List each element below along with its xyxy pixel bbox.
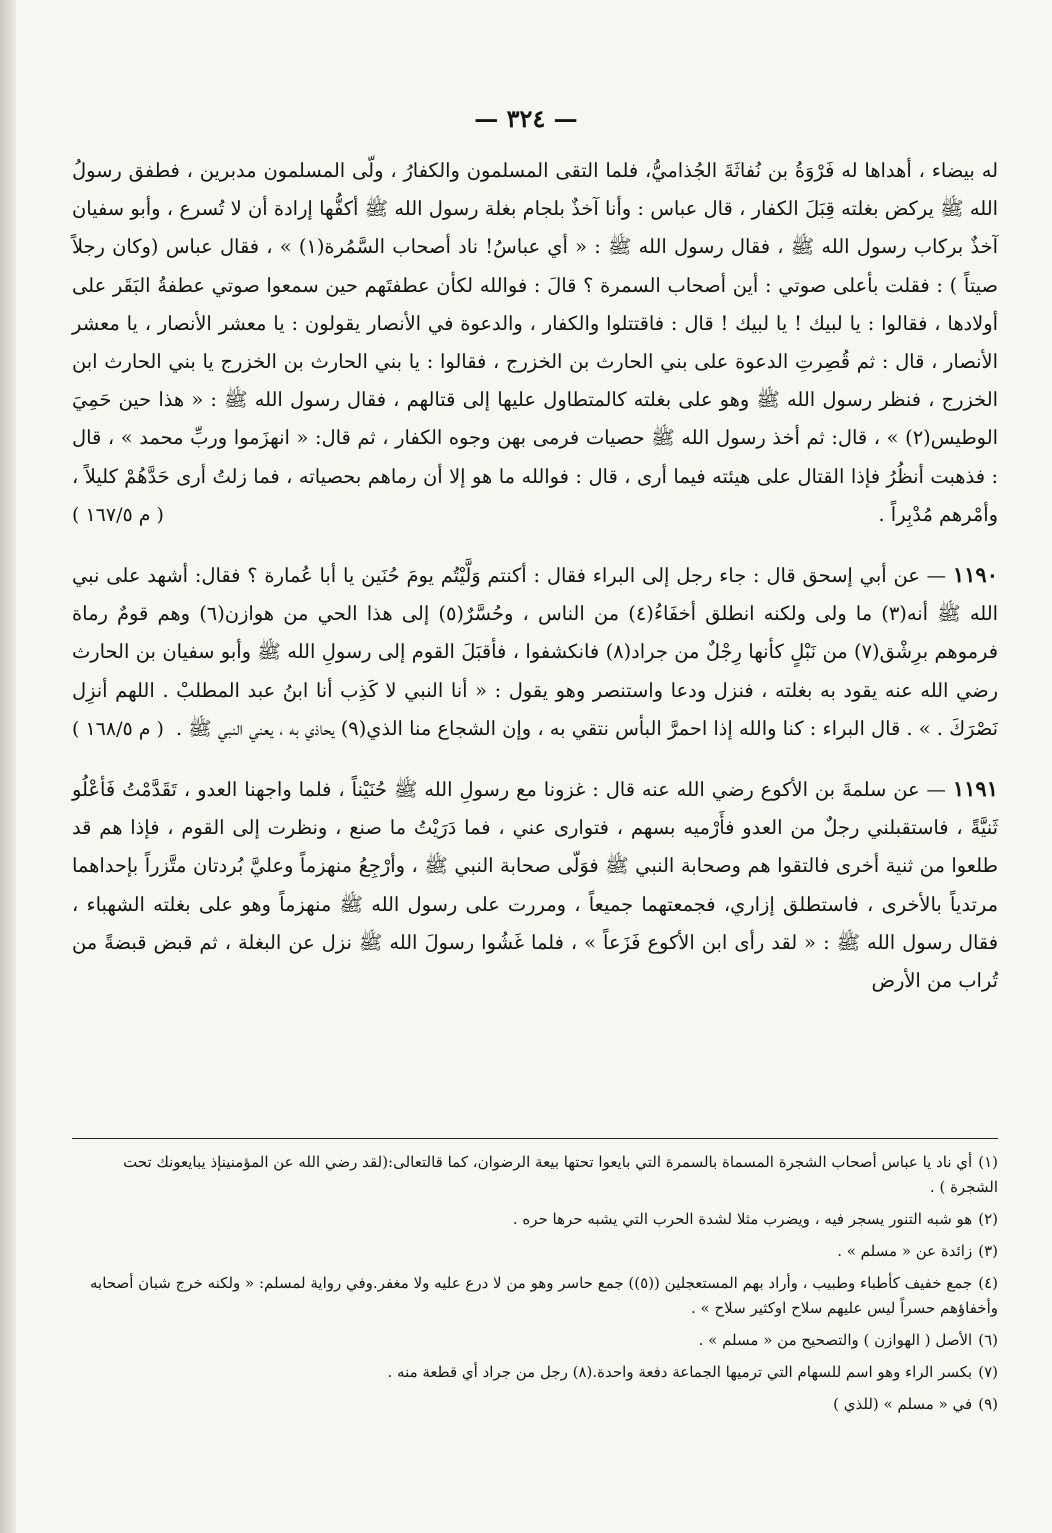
footnote-text: جمع خفيف كأطباء وطبيب ، وأراد بهم المستعجلين ((٥)) جمع حاسر وهو من لا درع عليه ولا مغفر.وفي رواية لمسلم: « ولكنه خرج شبان أصحابه وأخفاؤهم حسراً ليس عليهم سلاح اوكثير سلاح » . <box>90 1274 998 1317</box>
footnotes <box>72 1150 998 1424</box>
footnote-number: (٧) <box>978 1363 998 1381</box>
page-binding-edge <box>0 0 16 1533</box>
footnote-text: أي ناد يا عباس أصحاب الشجرة المسماة بالسمرة التي بايعوا تحتها بيعة الرضوان، كما قالتعالى:(لقد رضي الله عن المؤمنينإذ يبايعونك تحت الشجرة ) . <box>123 1153 998 1196</box>
footnote-number: (٦) <box>978 1331 998 1349</box>
paragraph-text: — عن سلمةَ بن الأكوع رضي الله عنه قال : غزونا مع رسولِ الله ﷺ حُنَيْناً ، فلما واجهنا العدو ، تَقَدَّمْتُ فَأعْلُو ثَنيَّةً ، فاستقبلني رجلٌ من العدو فأَرْميه بسهم ، فتوارى عني ، فما دَرَيْتُ ما صنع ، ونظرت إلى القوم ، فإذا هم قد طلعوا من ثنية أخرى فالتقوا هم وصحابة النبي ﷺ فوَلّى صحابة النبي ﷺ ، وأرْجِعُ منهزماً وعليَّ بُردتان متَّزراً بإحداهما مرتدياً بالأخرى ، فاستطلق إزاري، فجمعتهما جميعاً ، ومررت على رسول الله ﷺ منهزماً وهو على بغلته الشهباء ، فقال رسول الله ﷺ : « لقد رأى ابن الأكوع فَزَعاً » ، فلما غَشُوا رسولَ الله ﷺ نزل عن البغلة ، ثم قبض قبضةً من تُراب من الأرض <box>72 778 998 993</box>
paragraph-continuation <box>72 152 998 534</box>
footnote <box>72 1150 998 1200</box>
footnote-number: (٤) <box>978 1274 998 1292</box>
hadith-number: ١١٩١ <box>952 776 998 802</box>
main-text <box>72 152 998 1000</box>
footnote <box>72 1207 998 1232</box>
footnote-number: (٩) <box>978 1395 998 1413</box>
footnote-text: بكسر الراء وهو اسم للسهام التي ترميها الجماعة دفعة واحدة.(٨) رجل من جراد أي قطعة منه . <box>387 1363 973 1381</box>
footnote-number: (٢) <box>978 1210 998 1228</box>
hadith-paragraph <box>72 556 998 748</box>
footnote <box>72 1392 998 1417</box>
hadith-number: ١١٩٠ <box>952 562 998 588</box>
paragraph-text: — عن أبي إسحق قال : جاء رجل إلى البراء فقال : أكنتم وَلَّيْتُم يومَ حُنَين يا أبا عُمارة ؟ فقال: أشهد على نبي الله ﷺ أنه(٣) ما ولى ولكنه انطلق أخفَاءُ(٤) من الناس ، وحُسَّرٌ(٥) إلى هذا الحي من هوازن(٦) وهم قومٌ رماة فرموهم برِشْق(٧) من نَبْلٍ كأنها رِجْلٌ من جراد(٨) فانكشفوا ، فأقبَلَ القوم إلى رسولِ الله ﷺ وأبو سفيان بن الحارث رضي الله عنه يقود به بغلته ، فنزل ودعا واستنصر وهو يقول : « أنا النبي لا كَذِب أنا ابنُ عبد المطلبْ . اللهم أنزِل نَصْرَكَ . » . قال البراء : كنا والله إذا احمرَّ البأس نتقي به ، وإن الشجاع منا الذي(٩) يحاذي به ، يعني النبي ﷺ . <box>72 564 999 740</box>
footnote-text: هو شبه التنور يسجر فيه ، ويضرب مثلا لشدة الحرب التي يشبه حرها حره . <box>512 1210 973 1228</box>
hadith-paragraph <box>72 770 998 1000</box>
footnote-divider <box>72 1138 998 1139</box>
footnote-number: (١) <box>978 1153 998 1171</box>
footnote-text: الأصل ( الهوازن ) والتصحيح من « مسلم » . <box>698 1331 973 1349</box>
source-reference: ( م ١٦٨/٥ ) <box>72 717 164 740</box>
footnote-number: (٣) <box>978 1242 998 1260</box>
footnote <box>72 1328 998 1353</box>
paragraph-text: له بيضاء ، أهداها له فَرْوَةُ بن نُفاثَةَ الجُذاميُّ، فلما التقى المسلمون والكفارُ ، ولّى المسلمون مدبرين ، فطفق رسولُ الله ﷺ يركض بغلته قِبَلَ الكفار ، قال عباس : وأنا آخذٌ بلجام بغلة رسول الله ﷺ أكفُّها إرادة أن لا تُسرع ، وأبو سفيان آخذٌ بركاب رسول الله ﷺ ، فقال رسول الله ﷺ : « أي عباسُ! ناد أصحاب السَّمُرة(١) » ، فقال عباس (وكان رجلاً صيتاً ) : فقلت بأعلى صوتي : أين أصحاب السمرة ؟ قالَ : فوالله لكأن عطفتَهم حين سمعوا صوتي عطفةُ البَقَر على أولادها ، فقالوا : يا لبيك ! يا لبيك ! قال : فاقتتلوا والكفار ، والدعوة في الأنصار يقولون : يا معشر الأنصار ، يا معشر الأنصار ، قال : ثم قُصِرتِ الدعوة على بني الحارث بن الخزرج ، فقالوا : يا بني الحارث بن الخزرج يا بني الحارث ابن الخزرج ، فنظر رسول الله ﷺ وهو على بغلته كالمتطاول عليها إلى قتالهم ، فقال رسول الله ﷺ : « هذا حين حَمِيَ الوطيس(٢) » ، قال: ثم أخذ رسول الله ﷺ حصيات فرمى بهن وجوه الكفار ، ثم قال: « انهزَموا وربِّ محمد » ، قال : فذهبت أنظُرُ فإذا القتال على هيئته فيما أرى ، قال : فوالله ما هو إلا أن رماهم بحصياته ، فما زلتُ أرى حَدَّهُمْ كليلاً ، وأمْرهم مُدْبِراً . <box>72 159 998 526</box>
footnote-text: في « مسلم » (للذي ) <box>833 1395 973 1413</box>
footnote <box>72 1271 998 1321</box>
footnote <box>72 1239 998 1264</box>
source-reference: ( م ١٦٧/٥ ) <box>72 503 164 526</box>
footnote <box>72 1360 998 1385</box>
footnote-text: زائدة عن « مسلم » . <box>837 1242 973 1260</box>
page-number: — ٣٢٤ — <box>474 104 578 133</box>
